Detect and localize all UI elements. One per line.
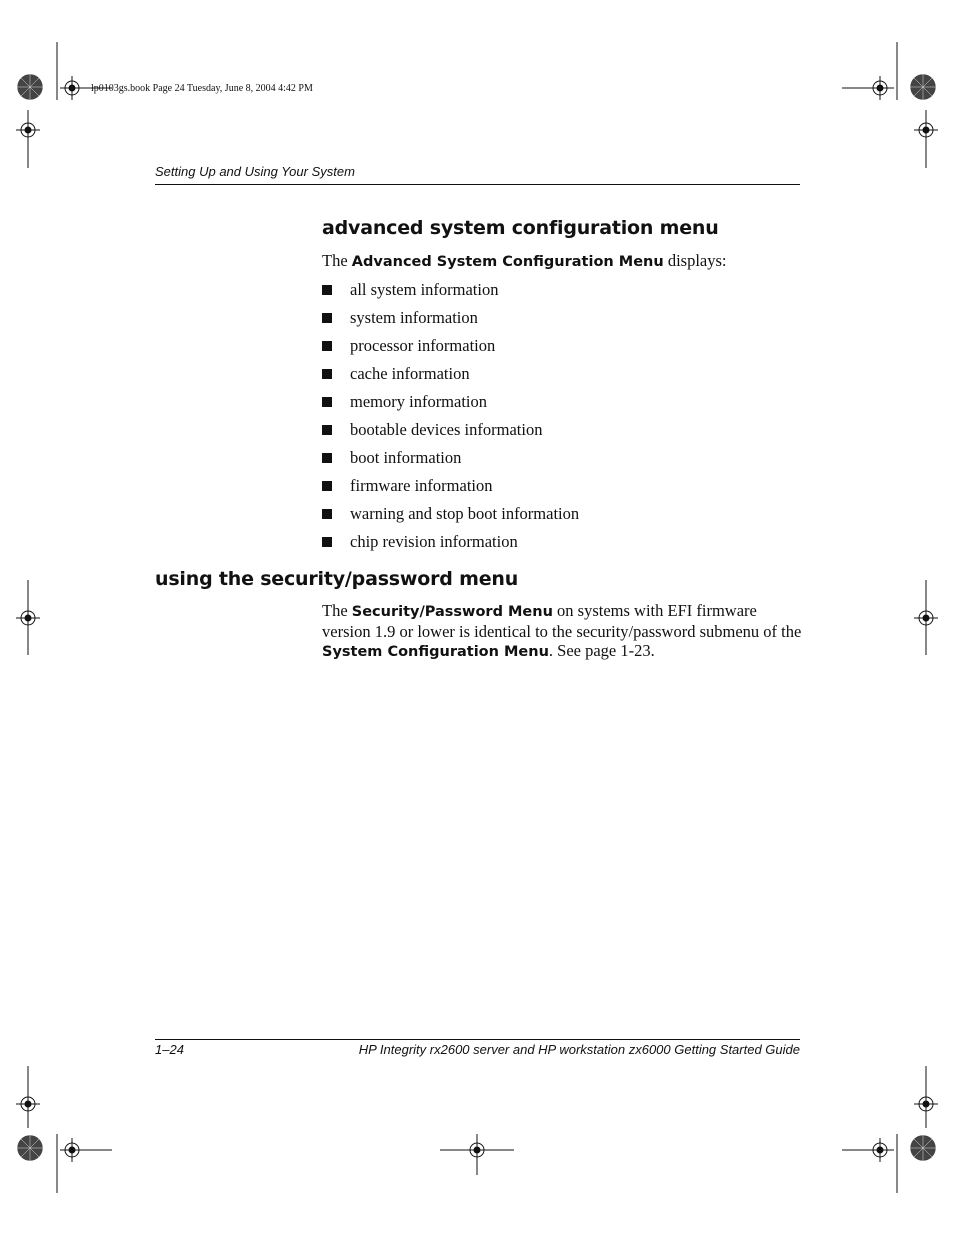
menu-items-list [322,279,579,559]
bullet-icon [322,313,332,323]
list-item-text: all system information [350,280,499,299]
list-item [322,279,579,307]
menu-name-security: Security/Password Menu [351,604,553,620]
bullet-icon [322,453,332,463]
print-slug: lp0103gs.book Page 24 Tuesday, June 8, 2004 4:42 PM [91,83,313,94]
running-head: Setting Up and Using Your System [155,164,355,179]
bullet-icon [322,537,332,547]
intro-suffix: displays: [663,251,727,270]
list-item-text: cache information [350,364,470,383]
header-rule [155,184,800,185]
list-item [322,307,579,335]
list-item [322,447,579,475]
bullet-icon [322,509,332,519]
list-item-text: boot information [350,448,462,467]
bullet-icon [322,369,332,379]
para-suffix: . See page 1-23. [548,641,655,660]
list-item-text: memory information [350,392,488,411]
list-item-text: processor information [350,336,496,355]
bullet-icon [322,425,332,435]
list-item-text: bootable devices information [350,420,543,439]
list-item [322,419,579,447]
list-item-text: system information [350,308,478,327]
list-item-text: firmware information [350,476,493,495]
security-paragraph [322,601,802,662]
list-item-text: chip revision information [350,532,518,551]
footer-rule [155,1039,800,1040]
bullet-icon [322,285,332,295]
list-item-text: warning and stop boot information [350,504,580,523]
list-item [322,531,579,559]
list-item [322,503,579,531]
menu-name-system-config: System Configuration Menu [322,644,549,660]
page-number: 1–24 [155,1042,184,1057]
section-heading-advanced: advanced system configuration menu [322,217,719,239]
list-item [322,335,579,363]
para-middle: on systems with EFI firmware version 1.9 or lower is identical to the security/password submenu of the [322,601,802,641]
bullet-icon [322,397,332,407]
list-item [322,363,579,391]
intro-paragraph [322,251,727,272]
footer-title: HP Integrity rx2600 server and HP workstation zx6000 Getting Started Guide [358,1042,800,1057]
menu-name-advanced: Advanced System Configuration Menu [351,254,664,270]
intro-prefix: The [322,251,352,270]
para-prefix: The [322,601,352,620]
bullet-icon [322,341,332,351]
bullet-icon [322,481,332,491]
list-item [322,475,579,503]
section-heading-security: using the security/password menu [155,568,519,590]
list-item [322,391,579,419]
